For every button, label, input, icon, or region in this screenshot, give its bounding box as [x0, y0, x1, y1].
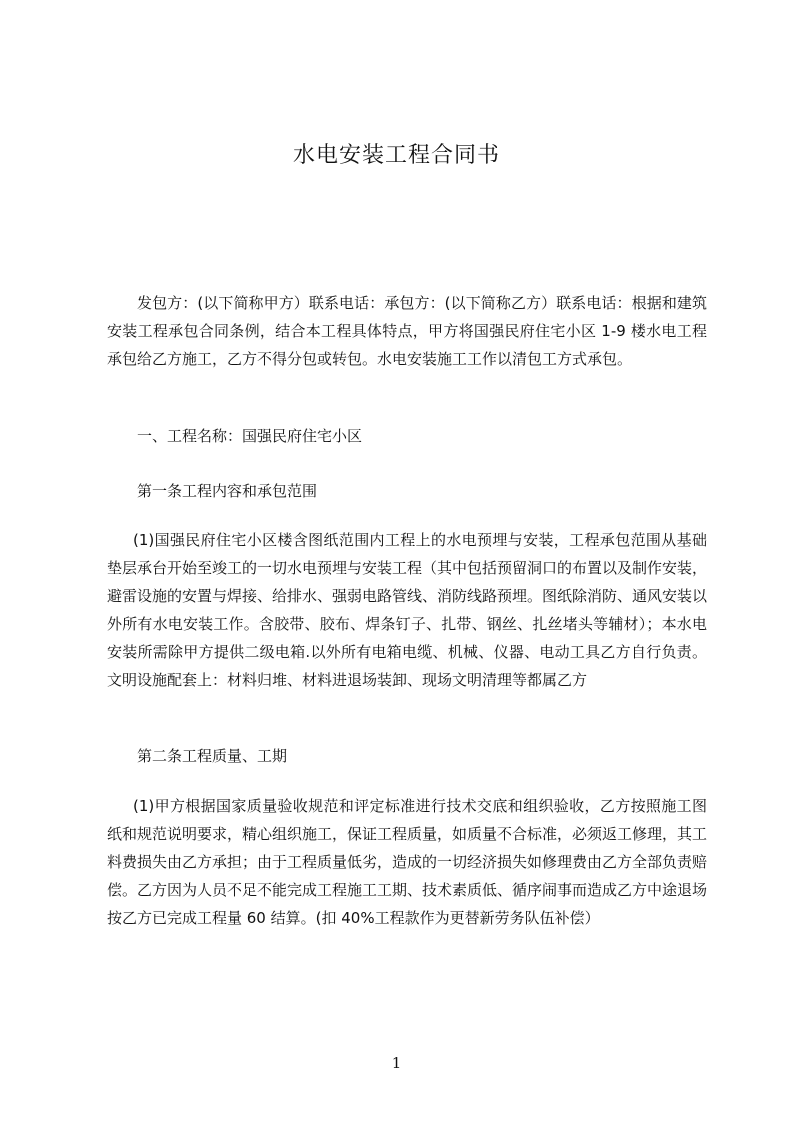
- page-title: 水电安装工程合同书: [292, 143, 500, 168]
- section-1-heading: 一、工程名称：国强民府住宅小区: [137, 427, 363, 445]
- article-1-heading: 第一条工程内容和承包范围: [137, 482, 318, 500]
- article-2-heading: 第二条工程质量、工期: [137, 747, 288, 765]
- intro-paragraph: 发包方：(以下简称甲方）联系电话：承包方：(以下简称乙方）联系电话：根据和建筑安装工程承包合同条例，结合本工程具体特点，甲方将国强民府住宅小区 1-9 楼水电工程承包给乙方施工，乙方不得分包或转包。水电安装施工工作以清包工方式承包。: [107, 294, 707, 368]
- article-1-item-1: (1)国强民府住宅小区楼含图纸范围内工程上的水电预埋与安装，工程承包范围从基础垫层承台开始至竣工的一切水电预埋与安装工程（其中包括预留洞口的布置以及制作安装，避雷设施的安置与焊接、给排水、强弱电路管线、消防线路预埋。图纸除消防、通风安装以外所有水电安装工作。含胶带、胶布、焊条钉子、扎带、钢丝、扎丝堵头等辅材）；本水电安装所需除甲方提供二级电箱.以外所有电箱电缆、机械、仪器、电动工具乙方自行负责。文明设施配套上：材料归堆、材料进退场装卸、现场文明清理等都属乙方: [107, 531, 708, 689]
- article-2-item-1: (1)甲方根据国家质量验收规范和评定标准进行技术交底和组织验收，乙方按照施工图纸和规范说明要求，精心组织施工，保证工程质量，如质量不合标准，必须返工修理，其工料费损失由乙方承担；由于工程质量低劣，造成的一切经济损失如修理费由乙方全部负责赔偿。乙方因为人员不足不能完成工程施工工期、技术素质低、循序闹事而造成乙方中途退场按乙方已完成工程量 60 结算。(扣 40%工程款作为更替新劳务队伍补偿）: [107, 797, 708, 927]
- page-number: 1: [391, 1054, 402, 1072]
